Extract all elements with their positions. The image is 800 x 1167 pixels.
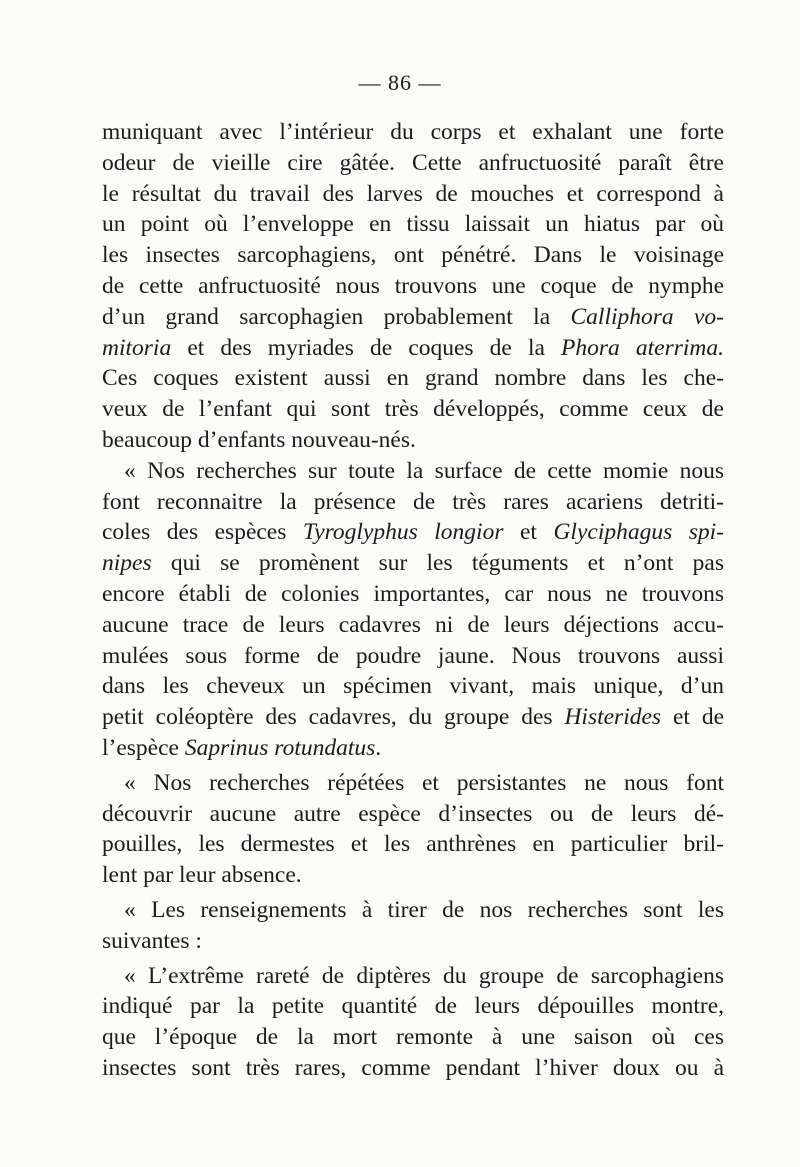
text-line: aucune trace de leurs cadavres ni de leurs déjections accu-: [102, 611, 724, 638]
text-line: encore établi de colonies importantes, car nous ne trouvons: [102, 580, 724, 607]
species-name: nipes: [102, 550, 152, 577]
text-line: lent par leur absence.: [102, 862, 302, 889]
text-line: font reconnaitre la présence de très rares acariens detriti-: [102, 488, 724, 515]
text-line: les insectes sarcophagiens, ont pénétré. Dans le voisinage: [102, 242, 724, 269]
text-line: découvrir aucune autre espèce d’insectes ou de leurs dé-: [102, 800, 724, 827]
text-line: indiqué par la petite quantité de leurs dépouilles montre,: [102, 993, 724, 1020]
text-run: et de: [661, 704, 724, 731]
text-run: l’espèce: [102, 734, 185, 761]
text-line: beaucoup d’enfants nouveau-nés.: [102, 426, 416, 453]
text-line: insectes sont très rares, comme pendant l’hiver doux ou à: [102, 1054, 724, 1081]
text-run: .: [375, 734, 382, 761]
text-line: « L’extrême rareté de diptères du groupe de sarcophagiens: [124, 962, 724, 989]
text-line: un point où l’enveloppe en tissu laissait un hiatus par où: [102, 211, 724, 238]
paragraph-2: [102, 456, 724, 764]
paragraph-3: [102, 768, 724, 891]
text-run: qui se promènent sur les téguments et n’ont pas: [151, 550, 724, 577]
text-line: que l’époque de la mort remonte à une saison où ces: [102, 1024, 724, 1051]
species-name: Glyciphagus spi-: [553, 519, 724, 546]
text-line: [102, 702, 724, 733]
species-name: Phora aterrima.: [561, 334, 724, 361]
text-line: suivantes :: [102, 927, 202, 954]
text-line: [102, 517, 724, 548]
text-line: [102, 333, 724, 364]
body-text: [102, 117, 724, 1084]
text-line: « Nos recherches répétées et persistantes ne nous font: [124, 769, 724, 796]
text-run: coles des espèces: [102, 519, 303, 546]
species-name: Tyroglyphus longior: [302, 519, 504, 546]
text-line: de cette anfructuosité nous trouvons une coque de nymphe: [102, 272, 724, 299]
species-name: Saprinus rotundatus: [184, 734, 376, 761]
text-line: veux de l’enfant qui sont très développés, comme ceux de: [102, 396, 724, 423]
page-number: — 86 —: [358, 70, 442, 95]
text-line: pouilles, les dermestes et les anthrènes en particulier bril-: [102, 831, 724, 858]
paragraph-1: [102, 117, 724, 456]
text-line: odeur de vieille cire gâtée. Cette anfructuosité paraît être: [102, 149, 724, 176]
text-line: Ces coques existent aussi en grand nombre dans les che-: [102, 365, 724, 392]
species-name: Calliphora vo-: [570, 303, 724, 330]
text-line: dans les cheveux un spécimen vivant, mais unique, d’un: [102, 673, 724, 700]
text-line: « Nos recherches sur toute la surface de cette momie nous: [124, 457, 724, 484]
text-line: [102, 548, 724, 579]
text-line: [102, 302, 724, 333]
text-line: mulées sous forme de poudre jaune. Nous trouvons aussi: [102, 642, 724, 669]
text-line: le résultat du travail des larves de mouches et correspond à: [102, 180, 724, 207]
paragraph-4: [102, 895, 724, 957]
text-run: et: [503, 519, 554, 546]
text-run: petit coléoptère des cadavres, du groupe des: [102, 704, 565, 731]
text-run: d’un grand sarcophagien probablement la: [102, 303, 571, 330]
species-name: mitoria: [102, 334, 172, 361]
paragraph-5: [102, 961, 724, 1084]
text-line: muniquant avec l’intérieur du corps et exhalant une forte: [102, 119, 724, 145]
text-line: [102, 733, 724, 764]
text-run: et des myriades de coques de la: [171, 334, 562, 361]
taxon-name: Histerides: [564, 704, 662, 731]
text-line: « Les renseignements à tirer de nos recherches sont les: [124, 896, 724, 923]
